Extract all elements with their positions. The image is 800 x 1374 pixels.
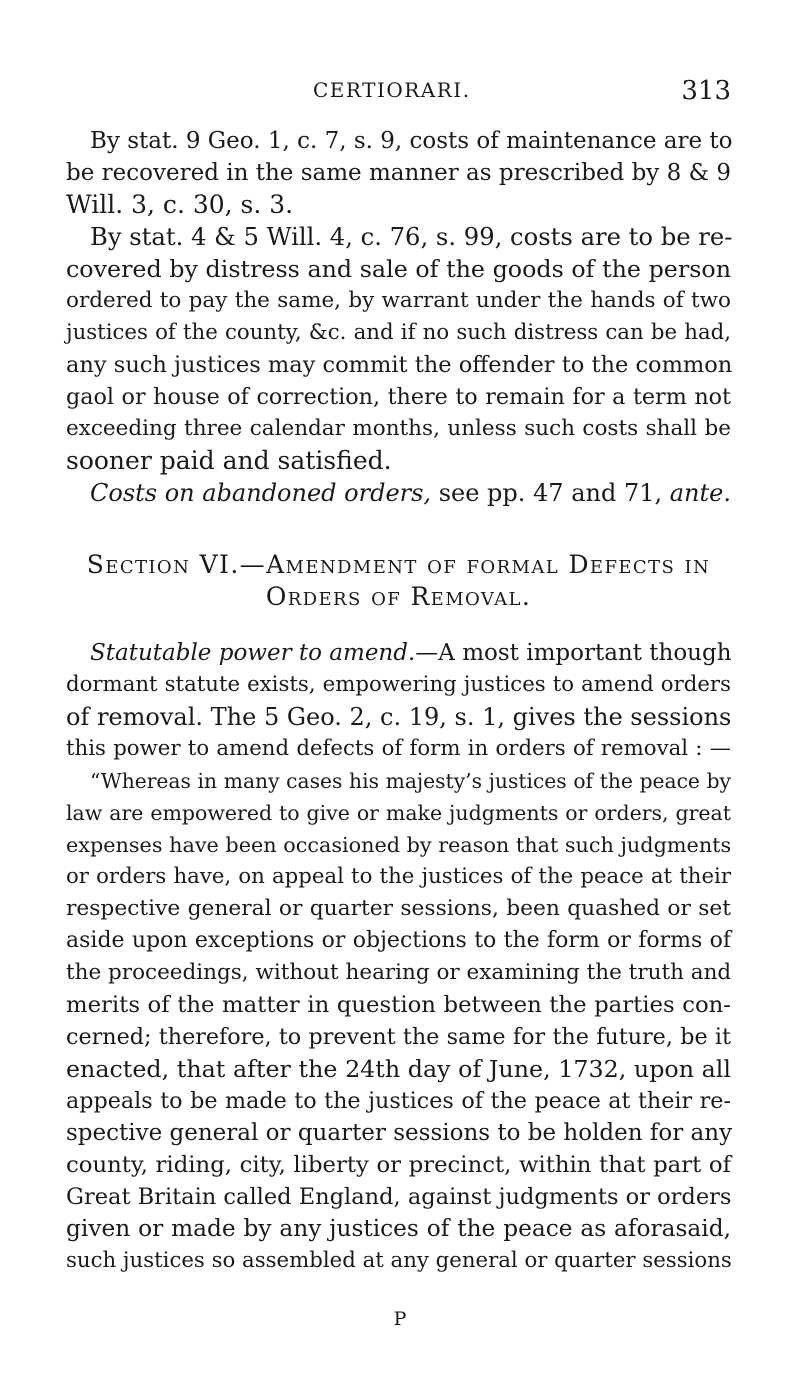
quotation-line: merits of the matter in question between the parties con- — [66, 992, 731, 1018]
paragraph-2-line: exceeding three calendar months, unless such costs shall be — [66, 416, 731, 441]
paragraph-2-line: any such justices may commit the offender to the common — [66, 352, 733, 378]
paragraph-2-line: ordered to pay the same, by warrant under the hands of two — [66, 288, 731, 313]
costs-note-text: see pp. 47 and 71, — [431, 479, 670, 507]
paragraph-1-line: Will. 3, c. 30, s. 3. — [66, 190, 294, 219]
paragraph-3-line: of removal. The 5 Geo. 2, c. 19, s. 1, gives the sessions — [66, 703, 732, 731]
quotation-line: given or made by any justices of the peace as aforasaid, — [66, 1215, 731, 1242]
paragraph-2-line: sooner paid and satisfied. — [66, 446, 392, 475]
paragraph-3-line: this power to amend defects of form in orders of removal : — — [66, 736, 731, 761]
quotation-line: cerned; therefore, to prevent the same for the future, be it — [66, 1024, 731, 1050]
costs-note — [90, 477, 731, 509]
running-head — [0, 78, 800, 108]
costs-note-italic-lead: Costs on abandoned orders, — [90, 479, 432, 507]
quotation-line: “Whereas in many cases his majesty’s justices of the peace by — [90, 769, 731, 793]
paragraph-2-line: By stat. 4 & 5 Will. 4, c. 76, s. 99, costs are to be re- — [90, 222, 733, 251]
paragraph-3-line: dormant statute exists, empowering justices to amend orders — [66, 672, 731, 697]
quotation-line: aside upon exceptions or objections to the form or forms of — [66, 928, 731, 953]
quotation-line: the proceedings, without hearing or examining the truth and — [66, 960, 732, 985]
quotation-line: Great Britain called England, against judgments or orders — [66, 1184, 732, 1210]
paragraph-3-first-line — [90, 637, 731, 669]
signature-mark: P — [393, 1308, 407, 1330]
paragraph-3-first-line-rest: —A most important though — [415, 640, 732, 666]
section-heading-line-2: Orders of Removal. — [265, 582, 532, 611]
quotation-line: spective general or quarter sessions to be holden for any — [66, 1120, 733, 1146]
costs-note-italic-tail: ante. — [669, 479, 731, 507]
page-number: 313 — [681, 76, 731, 106]
paragraph-2-line: covered by distress and sale of the goods of the person — [66, 255, 731, 283]
paragraph-2-line: gaol or house of correction, there to remain for a term not — [66, 384, 731, 410]
paragraph-3-italic-lead: Statutable power to amend. — [90, 640, 416, 666]
section-heading-line-1: Section VI.—Amendment of formal Defects in — [86, 550, 711, 579]
quotation-line: or orders have, on appeal to the justices of the peace at their — [66, 864, 731, 889]
quotation-line: expenses have been occasioned by reason that such judgments — [66, 833, 732, 857]
paragraph-1-line: be recovered in the same manner as prescribed by 8 & 9 — [66, 160, 731, 186]
quotation-line: respective general or quarter sessions, been quashed or set — [66, 896, 731, 921]
running-title: CERTIORARI. — [313, 78, 471, 102]
paragraph-1-line: By stat. 9 Geo. 1, c. 7, s. 9, costs of maintenance are to — [90, 128, 733, 154]
quotation-line: law are empowered to give or make judgments or orders, great — [66, 801, 731, 825]
quotation-line: appeals to be made to the justices of the peace at their re- — [66, 1088, 731, 1114]
paragraph-2-line: justices of the county, &c. and if no such distress can be had, — [66, 320, 731, 345]
quotation-line: county, riding, city, liberty or precinct, within that part of — [66, 1152, 731, 1178]
quotation-line: enacted, that after the 24th day of June, 1732, upon all — [66, 1055, 731, 1083]
quotation-line: such justices so assembled at any general or quarter sessions — [66, 1248, 732, 1273]
